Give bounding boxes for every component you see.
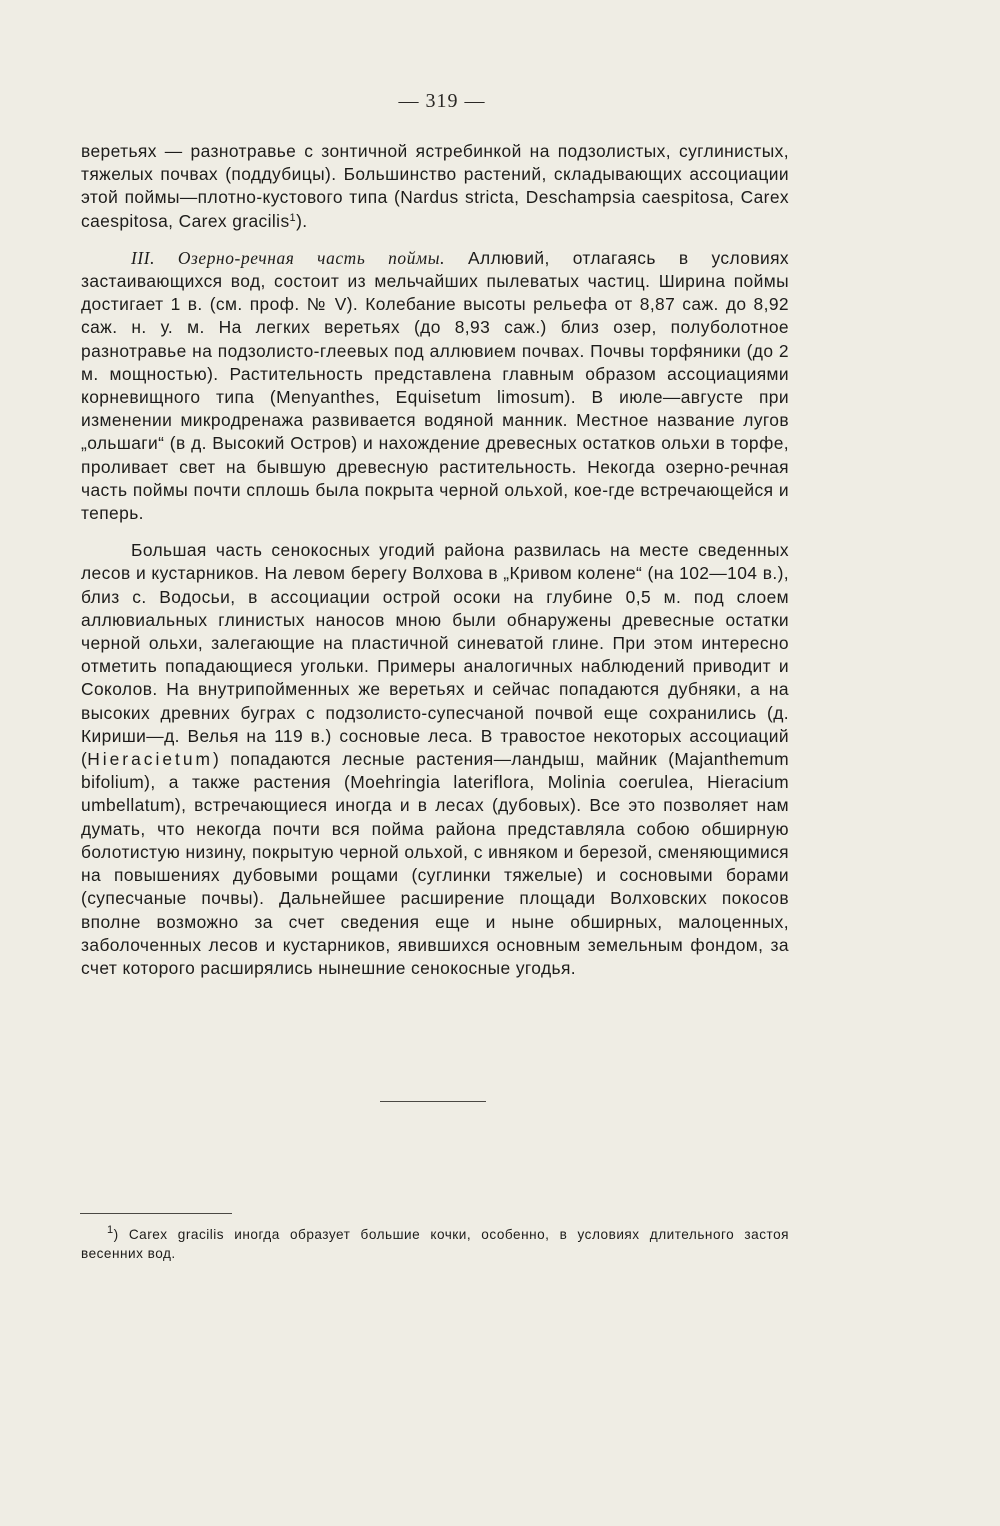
paragraph-continuation (81, 140, 789, 233)
section-heading: III. Озерно-речная часть поймы. (131, 247, 446, 268)
paragraph-hayfields (81, 539, 789, 980)
page-number: — 319 — (398, 90, 486, 112)
footnote-text: ) Carex gracilis иногда образует большие кочки, особенно, в условиях длительного застоя весенних вод. (81, 1227, 789, 1261)
footnote-marker: 1 (107, 1224, 114, 1236)
footnote (81, 1225, 789, 1263)
paragraph-2-text: Аллювий, отлагаясь в условиях застаивающихся вод, состоит из мельчайших пылеватых частиц. Ширина поймы достигает 1 в. (см. проф. № V). Колебание высоты рельефа от 8,87 саж. до 8,92 саж. н. у. м. На легких веретьях (до 8,93 саж.) близ озер, полуболотное разнотравье на подзолисто-глеевых под аллювием почвах. Почвы торфяники (до 2 м. мощностью). Растительность представлена главным образом ассоциациями корневищного типа (Menyanthes, Equisetum limosum). В июле—августе при изменении микродренажа развивается водяной манник. Местное название лугов „ольшаги“ (в д. Высокий Остров) и нахождение древесных остатков ольхи в торфе, проливает свет на бывшую древесную растительность. Некогда озерно-речная часть поймы почти сплошь была покрыта черной ольхой, кое-где встречающейся и теперь. (81, 247, 789, 524)
paragraph-3-text-a: Большая часть сенокосных угодий района развилась на месте сведенных лесов и кустарников. На левом берегу Волхова в „Кривом колене“ (на 102—104 в.), близ с. Водосьи, в ассоциации острой осоки на глубине 0,5 м. под слоем аллювиальных глинистых наносов мною были обнаружены древесные остатки черной ольхи, залегающие на пластичной синеватой глине. При этом интересно отметить попадающиеся угольки. Примеры аналогичных наблюдений приводит и Соколов. На внутрипойменных же веретьях и сейчас попадаются дубняки, а на высоких древних буграх с подзолисто-супесчаной почвой еще сохранились (д. Кириши—д. Велья на 119 в.) сосновые леса. В травостое некоторых ассоциаций ( (81, 540, 789, 770)
paragraph-3-text-b: ) попадаются лесные растения—ландыш, майник (Majanthemum bifolium), а также растения (Moehringia lateriflora, Molinia coerulea, Hieracium umbellatum), встречающиеся иногда и в лесах (дубовых). Все это позволяет нам думать, что некогда почти вся пойма района представляла собою обширную болотистую низину, покрытую черной ольхой, с ивняком и березой, сменяющимися на повышениях дубовыми рощами (суглинки тяжелые) и сосновыми борами (супесчаные почвы). Дальнейшее расширение площади Волховских покосов вполне возможно за счет сведения еще и ныне обширных, малоценных, заболоченных лесов и кустарников, явившихся основным земельным фондом, за счет которого расширялись нынешние сенокосные угодья. (81, 749, 789, 978)
paragraph-3-latin-term: Hieracietum (87, 749, 213, 770)
paragraph-floodplain-section (81, 247, 789, 525)
end-divider (380, 1101, 486, 1102)
paragraph-1-end: ). (296, 210, 308, 231)
paragraph-1-text: веретьях — разнотравье с зонтичной ястребинкой на подзолистых, суглинистых, тяжелых почвах (поддубицы). Большинство растений, складывающих ассоциации этой поймы—плотно-кустового типа (Nardus stricta, Deschampsia caespitosa, Carex caespitosa, Carex gracilis (81, 141, 789, 231)
main-text (81, 140, 789, 980)
footnote-reference: 1 (289, 211, 297, 224)
footnote-divider (80, 1213, 232, 1214)
